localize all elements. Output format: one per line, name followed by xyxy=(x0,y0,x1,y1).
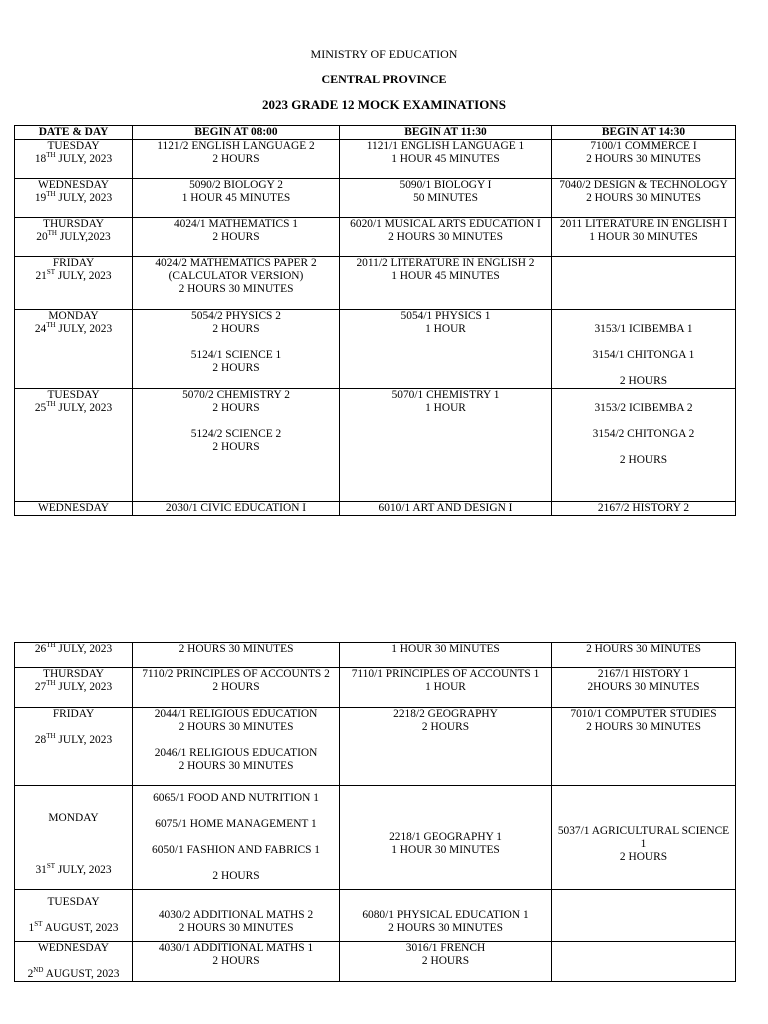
slot-1430-cell xyxy=(552,643,736,668)
exam-text: 7100/1 COMMERCE I xyxy=(590,140,697,152)
slot-0800-cell xyxy=(133,942,340,982)
ordinal-suffix: ST xyxy=(46,861,55,870)
exam-text: 2 HOURS xyxy=(212,402,260,414)
date-cell xyxy=(15,890,133,942)
exam-text: 5054/2 PHYSICS 2 xyxy=(191,310,281,322)
exam-timetable-page-1 xyxy=(14,125,736,516)
date-cell xyxy=(15,942,133,982)
exam-text: 2 HOURS 30 MINUTES xyxy=(388,231,503,243)
date-text: WEDNESDAY xyxy=(37,502,110,514)
slot-1430-cell xyxy=(552,668,736,708)
slot-0800-cell xyxy=(133,218,340,257)
date-text: THURSDAY xyxy=(43,668,104,680)
spacer xyxy=(340,818,551,831)
exam-text: 6075/1 HOME MANAGEMENT 1 xyxy=(155,818,317,830)
exam-text: 2 HOURS xyxy=(619,375,668,387)
date-text: TUESDAY xyxy=(47,896,100,908)
spacer xyxy=(15,909,132,922)
ordinal-suffix: TH xyxy=(47,229,57,238)
slot-1430-cell xyxy=(552,890,736,942)
spacer xyxy=(552,415,735,428)
exam-text: 2044/1 RELIGIOUS EDUCATION xyxy=(154,708,318,720)
date-text: 26TH JULY, 2023 xyxy=(34,642,113,655)
date-cell xyxy=(15,179,133,218)
exam-text: 2218/1 GEOGRAPHY 1 xyxy=(389,831,502,843)
table-row xyxy=(15,786,736,890)
table-row xyxy=(15,708,736,786)
slot-1430-cell xyxy=(552,389,736,502)
ordinal-suffix: TH xyxy=(46,679,56,688)
slot-1430-cell xyxy=(552,786,736,890)
ordinal-suffix: TH xyxy=(46,400,56,409)
date-text: WEDNESDAY xyxy=(37,179,110,191)
date-text: 28TH JULY, 2023 xyxy=(34,732,113,746)
exam-text: 2 HOURS 30 MINUTES xyxy=(586,643,701,655)
slot-1430-cell xyxy=(552,502,736,516)
date-text: 27TH JULY, 2023 xyxy=(34,679,113,693)
exam-text: 1121/1 ENGLISH LANGUAGE 1 xyxy=(366,140,525,152)
slot-1130-cell xyxy=(340,218,552,257)
ordinal-suffix: ST xyxy=(46,268,55,277)
table-row xyxy=(15,218,736,257)
exam-text: 4024/2 MATHEMATICS PAPER 2 xyxy=(155,257,317,269)
exam-text: 6020/1 MUSICAL ARTS EDUCATION I xyxy=(350,218,541,230)
exam-text: 6065/1 FOOD AND NUTRITION 1 xyxy=(153,792,319,804)
exam-text: 1 HOUR 45 MINUTES xyxy=(181,192,291,204)
table-row xyxy=(15,668,736,708)
table-row xyxy=(15,389,736,502)
date-text: FRIDAY xyxy=(52,257,95,269)
table-row xyxy=(15,942,736,982)
spacer xyxy=(15,799,132,812)
exam-text: 2 HOURS xyxy=(421,955,470,967)
exam-text: 2 HOURS xyxy=(212,441,260,453)
exam-text: 7040/2 DESIGN & TECHNOLOGY xyxy=(559,179,728,191)
exam-text: 3154/2 CHITONGA 2 xyxy=(592,428,695,440)
date-text: 18TH JULY, 2023 xyxy=(34,151,113,165)
slot-1130-cell xyxy=(340,257,552,310)
exam-text: 6080/1 PHYSICAL EDUCATION 1 xyxy=(362,909,529,921)
date-text: MONDAY xyxy=(48,811,99,824)
table-row xyxy=(15,310,736,389)
exam-text: 1 xyxy=(640,837,647,850)
exam-text: 1 HOUR 30 MINUTES xyxy=(391,643,500,655)
document-title: 2023 GRADE 12 MOCK EXAMINATIONS xyxy=(262,97,506,112)
exam-text: 2011 LITERATURE IN ENGLISH I xyxy=(559,218,728,230)
spacer xyxy=(552,812,735,825)
exam-text: 1 HOUR 45 MINUTES xyxy=(391,270,500,282)
spacer xyxy=(133,734,339,747)
date-cell xyxy=(15,140,133,179)
spacer xyxy=(552,310,735,323)
spacer xyxy=(340,896,551,909)
date-cell xyxy=(15,708,133,786)
slot-0800-cell xyxy=(133,502,340,516)
date-text: 25TH JULY, 2023 xyxy=(34,400,113,414)
slot-1130-cell xyxy=(340,502,552,516)
exam-text: 7010/1 COMPUTER STUDIES xyxy=(570,708,717,720)
slot-0800-cell xyxy=(133,786,340,890)
exam-text: 1 HOUR xyxy=(425,681,466,693)
exam-text: 1 HOUR 45 MINUTES xyxy=(391,153,500,165)
table-row xyxy=(15,890,736,942)
date-cell xyxy=(15,218,133,257)
exam-text: 2 HOURS xyxy=(212,681,260,693)
spacer xyxy=(133,857,339,870)
slot-1130-cell xyxy=(340,668,552,708)
date-cell xyxy=(15,668,133,708)
exam-text: 7110/1 PRINCIPLES OF ACCOUNTS 1 xyxy=(351,668,540,680)
exam-text: 2 HOURS xyxy=(212,323,260,335)
ordinal-suffix: TH xyxy=(46,732,56,741)
spacer xyxy=(15,838,132,851)
spacer xyxy=(133,831,339,844)
ministry-heading: MINISTRY OF EDUCATION xyxy=(310,47,458,61)
exam-text: 2 HOURS 30 MINUTES xyxy=(586,153,701,165)
spacer xyxy=(552,389,735,402)
date-text: 19TH JULY, 2023 xyxy=(34,190,113,204)
exam-text: 2 HOURS xyxy=(619,850,668,863)
date-text: TUESDAY xyxy=(47,140,100,152)
slot-0800-cell xyxy=(133,257,340,310)
exam-text: 7110/2 PRINCIPLES OF ACCOUNTS 2 xyxy=(142,668,330,680)
table-row xyxy=(15,179,736,218)
date-text: WEDNESDAY xyxy=(37,942,110,954)
date-text: 24TH JULY, 2023 xyxy=(34,321,113,335)
exam-text: 5090/2 BIOLOGY 2 xyxy=(189,179,283,191)
exam-text: 4030/2 ADDITIONAL MATHS 2 xyxy=(158,909,314,921)
date-cell xyxy=(15,389,133,502)
exam-text: 2 HOURS 30 MINUTES xyxy=(586,721,701,733)
slot-1430-cell xyxy=(552,310,736,389)
exam-text: 2 HOURS 30 MINUTES xyxy=(586,192,701,204)
spacer xyxy=(133,805,339,818)
exam-text: 5037/1 AGRICULTURAL SCIENCE xyxy=(557,824,730,837)
slot-1130-cell xyxy=(340,708,552,786)
exam-text: 4030/1 ADDITIONAL MATHS 1 xyxy=(158,942,314,954)
exam-text: 6010/1 ART AND DESIGN I xyxy=(378,502,513,514)
spacer xyxy=(15,851,132,864)
exam-text: 50 MINUTES xyxy=(413,192,478,204)
exam-text: 2HOURS 30 MINUTES xyxy=(587,681,700,693)
ordinal-suffix: TH xyxy=(46,151,56,160)
exam-text: 3016/1 FRENCH xyxy=(405,942,486,954)
exam-text: 3153/1 ICIBEMBA 1 xyxy=(594,323,693,335)
exam-text: 5124/2 SCIENCE 2 xyxy=(190,428,282,440)
slot-1130-cell xyxy=(340,179,552,218)
spacer xyxy=(552,362,735,375)
slot-0800-cell xyxy=(133,708,340,786)
date-text: 2ND AUGUST, 2023 xyxy=(27,966,120,980)
date-cell xyxy=(15,257,133,310)
spacer xyxy=(133,415,339,428)
exam-text: (CALCULATOR VERSION) xyxy=(168,270,304,282)
exam-text: 2 HOURS xyxy=(421,721,470,733)
slot-1430-cell xyxy=(552,179,736,218)
table-row xyxy=(15,643,736,668)
exam-text: 6050/1 FASHION AND FABRICS 1 xyxy=(152,844,320,856)
exam-text: 3153/2 ICIBEMBA 2 xyxy=(594,402,693,414)
slot-1130-cell xyxy=(340,643,552,668)
table-header-row xyxy=(15,126,736,140)
slot-1430-cell xyxy=(552,942,736,982)
exam-text: 4024/1 MATHEMATICS 1 xyxy=(173,218,299,230)
spacer xyxy=(15,825,132,838)
exam-text: 2030/1 CIVIC EDUCATION I xyxy=(165,502,307,514)
exam-text: 5090/1 BIOLOGY I xyxy=(399,179,492,191)
slot-1430-cell xyxy=(552,140,736,179)
exam-text: 2 HOURS 30 MINUTES xyxy=(178,721,294,733)
slot-0800-cell xyxy=(133,179,340,218)
slot-1130-cell xyxy=(340,942,552,982)
date-text: 31ST JULY, 2023 xyxy=(35,861,112,876)
exam-text: 1 HOUR 30 MINUTES xyxy=(589,231,698,243)
exam-text: 2046/1 RELIGIOUS EDUCATION xyxy=(154,747,318,759)
column-header-date: DATE & DAY xyxy=(15,126,133,140)
exam-text: 2 HOURS xyxy=(212,153,260,165)
date-text: MONDAY xyxy=(48,310,99,322)
exam-text: 2 HOURS 30 MINUTES xyxy=(178,643,294,655)
exam-text: 2 HOURS xyxy=(212,870,260,882)
date-cell xyxy=(15,786,133,890)
exam-text: 1 HOUR xyxy=(425,323,466,335)
exam-text: 5070/2 CHEMISTRY 2 xyxy=(182,389,290,401)
slot-0800-cell xyxy=(133,643,340,668)
exam-text: 2 HOURS 30 MINUTES xyxy=(178,922,294,934)
exam-text: 2218/2 GEOGRAPHY xyxy=(393,708,498,720)
ordinal-suffix: TH xyxy=(46,321,56,330)
slot-1130-cell xyxy=(340,140,552,179)
slot-1130-cell xyxy=(340,310,552,389)
column-header-1430: BEGIN AT 14:30 xyxy=(552,126,736,140)
table-row xyxy=(15,502,736,516)
slot-0800-cell xyxy=(133,389,340,502)
slot-1430-cell xyxy=(552,257,736,310)
exam-text: 5124/1 SCIENCE 1 xyxy=(190,349,282,361)
date-text: 20TH JULY,2023 xyxy=(36,229,111,243)
exam-text: 5070/1 CHEMISTRY 1 xyxy=(391,389,500,401)
ordinal-suffix: TH xyxy=(46,642,56,650)
slot-1130-cell xyxy=(340,890,552,942)
date-text: THURSDAY xyxy=(43,218,104,230)
exam-text: 1121/2 ENGLISH LANGUAGE 2 xyxy=(157,140,315,152)
exam-text: 5054/1 PHYSICS 1 xyxy=(400,310,491,322)
slot-0800-cell xyxy=(133,890,340,942)
slot-0800-cell xyxy=(133,668,340,708)
date-text: TUESDAY xyxy=(47,389,100,401)
slot-1130-cell xyxy=(340,389,552,502)
date-text: FRIDAY xyxy=(52,708,95,720)
spacer xyxy=(133,336,339,349)
exam-text: 2 HOURS xyxy=(212,362,260,374)
spacer xyxy=(133,896,339,909)
spacer xyxy=(552,441,735,454)
spacer xyxy=(15,721,132,734)
exam-text: 1 HOUR 30 MINUTES xyxy=(391,844,500,856)
exam-text: 2 HOURS xyxy=(212,231,260,243)
exam-text: 1 HOUR xyxy=(425,402,466,414)
table-row xyxy=(15,140,736,179)
exam-text: 2 HOURS 30 MINUTES xyxy=(388,922,503,934)
column-header-0800: BEGIN AT 08:00 xyxy=(133,126,340,140)
date-cell xyxy=(15,310,133,389)
spacer xyxy=(552,336,735,349)
slot-0800-cell xyxy=(133,310,340,389)
exam-timetable-page-2 xyxy=(14,642,736,982)
slot-1130-cell xyxy=(340,786,552,890)
column-header-1130: BEGIN AT 11:30 xyxy=(340,126,552,140)
exam-text: 2 HOURS 30 MINUTES xyxy=(178,283,294,295)
ordinal-suffix: ST xyxy=(34,920,43,929)
province-heading: CENTRAL PROVINCE xyxy=(321,72,447,86)
exam-text: 2167/1 HISTORY 1 xyxy=(597,668,690,680)
ordinal-suffix: ND xyxy=(33,966,44,975)
exam-text: 2167/2 HISTORY 2 xyxy=(597,502,690,514)
exam-text: 3154/1 CHITONGA 1 xyxy=(592,349,695,361)
date-cell xyxy=(15,502,133,516)
exam-text: 2011/2 LITERATURE IN ENGLISH 2 xyxy=(356,257,535,269)
slot-1430-cell xyxy=(552,218,736,257)
ordinal-suffix: TH xyxy=(46,190,56,199)
table-row xyxy=(15,257,736,310)
exam-text: 2 HOURS xyxy=(619,454,668,466)
date-text: 1ST AUGUST, 2023 xyxy=(28,920,119,934)
slot-1430-cell xyxy=(552,708,736,786)
exam-text: 2 HOURS xyxy=(212,955,260,967)
date-text: 21ST JULY, 2023 xyxy=(35,268,112,282)
date-cell xyxy=(15,643,133,668)
slot-0800-cell xyxy=(133,140,340,179)
exam-text: 2 HOURS 30 MINUTES xyxy=(178,760,294,772)
